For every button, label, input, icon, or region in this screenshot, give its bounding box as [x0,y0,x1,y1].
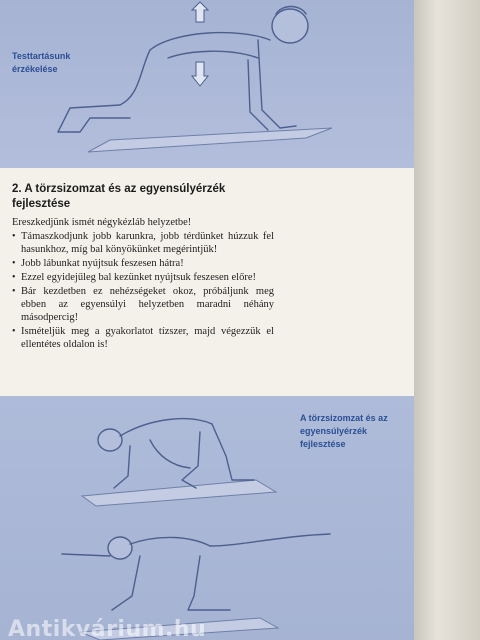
list-item: • Ezzel egyidejűleg bal kezünket nyújtsuk feszesen előre! [12,271,274,284]
bottom-caption: A törzsizomzat és az egyensúlyérzék fejlesztése [300,413,388,449]
section-intro: Ereszkedjünk ismét négykézláb helyzetbe! [12,217,192,228]
list-item: • Támaszkodjunk jobb karunkra, jobb térdünket húzzuk fel hasunkhoz, míg bal könyökünket megérintjük! [12,230,274,256]
kneeling-posture-illustration [0,0,414,168]
down-arrow-icon [192,62,208,86]
watermark: Antikvárium.hu [8,617,207,640]
section-title: 2. A törzsizomzat és az egyensúlyérzék fejlesztése [12,183,226,210]
page-edge [414,0,480,640]
instruction-list [12,230,274,352]
list-item: • Jobb lábunkat nyújtsuk feszesen hátra! [12,257,274,270]
up-arrow-icon [192,2,208,22]
list-item: • Ismételjük meg a gyakorlatot tízszer, majd végezzük el ellentétes oldalon is! [12,325,274,351]
top-caption: Testtartásunk érzékelése [12,51,71,74]
list-item: • Bár kezdetben ez nehézségeket okoz, próbáljunk meg ebben az egyensúlyi helyzetben maradni néhány másodpercig! [12,285,274,324]
